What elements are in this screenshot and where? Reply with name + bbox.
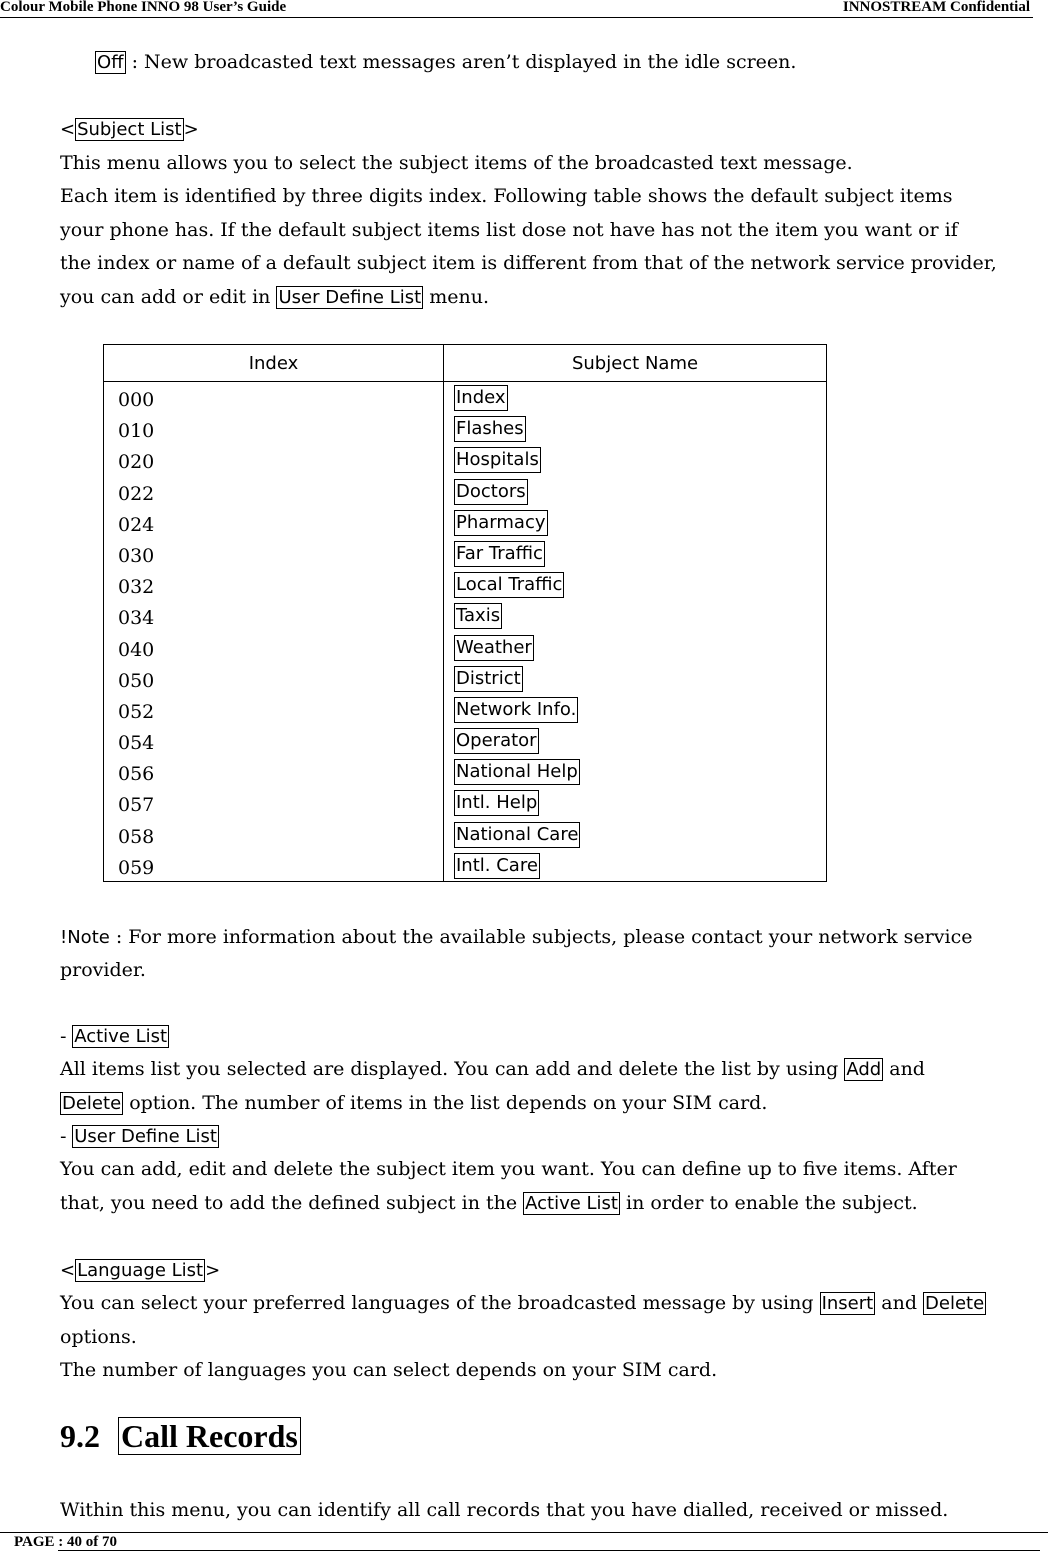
table-subject-cell: Taxis [454,603,502,629]
table-subject-cell: Local Traffic [454,572,564,598]
table-header-divider [104,381,826,382]
table-index-cell: 040 [118,638,155,661]
user-define-heading: - User Define List [60,1126,217,1147]
table-index-cell: 032 [118,576,155,599]
off-option-text: : New broadcasted text messages aren’t displayed in the idle screen. [125,51,797,73]
subject-list-paragraph-5: you can add or edit in User Define List menu. [60,286,489,308]
table-subject-cell: Pharmacy [454,510,548,536]
table-subject-cell: Hospitals [454,447,541,473]
active-list-text-1: All items list you selected are displayed. You can add and delete the list by using Add and [60,1058,925,1080]
subject-list-paragraph-3: your phone has. If the default subject items list dose not have has not the item you want or if [60,219,958,241]
header-rule [0,17,1033,18]
index-column [118,387,154,886]
table-index-cell: 030 [118,544,155,567]
table-index-cell: 010 [118,420,155,443]
table-subject-cell: Operator [454,728,539,754]
delete-option-ref: Delete [62,1093,122,1114]
subject-table [103,344,827,882]
table-subject-cell: Index [454,385,508,411]
table-index-cell: 050 [118,669,155,692]
table-header-subject-name: Subject Name [571,353,699,374]
footer-rule [0,1532,1048,1533]
insert-option-ref: Insert [821,1293,874,1314]
note-line-1: !Note : For more information about the available subjects, please contact your network service [60,926,973,948]
table-index-cell: 000 [118,389,155,411]
off-option-line [95,51,796,74]
note-line-2: provider. [60,959,146,981]
user-define-title: User Define List [74,1126,217,1147]
active-list-ref: Active List [525,1193,618,1214]
subject-list-paragraph-2: Each item is identified by three digits index. Following table shows the default subject items [60,185,953,207]
header-guide-title: Colour Mobile Phone INNO 98 User’s Guide [0,0,287,15]
table-index-cell: 022 [118,482,155,505]
user-define-text-1: You can add, edit and delete the subject item you want. You can define up to five items. After [60,1158,957,1180]
header-confidential: INNOSTREAM Confidential [842,0,1030,15]
section-number: 9.2 [60,1418,100,1454]
table-index-cell: 059 [118,856,155,879]
table-subject-cell: Flashes [454,416,526,442]
table-index-cell: 054 [118,732,155,755]
table-index-cell: 052 [118,700,155,723]
table-column-divider [443,345,444,881]
table-subject-cell: National Help [454,759,580,785]
language-list-text-2: options. [60,1326,137,1348]
off-option-label: Off [97,52,124,73]
table-index-cell: 020 [118,451,155,474]
table-subject-cell: Intl. Help [454,790,539,816]
active-list-heading: - Active List [60,1026,168,1047]
user-define-text-2: that, you need to add the defined subject in the Active List in order to enable the subject. [60,1192,918,1214]
section-title: Call Records [118,1417,301,1455]
page-number: PAGE : 40 of 70 [14,1534,118,1550]
table-subject-cell: Far Traffic [454,541,545,567]
table-index-cell: 024 [118,513,155,536]
table-subject-cell: National Care [454,822,580,848]
active-list-text-2: Delete option. The number of items in the list depends on your SIM card. [62,1092,768,1114]
subject-list-paragraph-1: This menu allows you to select the subject items of the broadcasted text message. [60,152,853,174]
table-subject-cell: Intl. Care [454,853,540,879]
note-label: !Note [60,927,110,948]
table-index-cell: 058 [118,825,155,848]
table-index-cell: 057 [118,794,155,817]
language-list-text-3: The number of languages you can select depends on your SIM card. [60,1359,718,1381]
language-list-heading: < Language List > [60,1260,221,1281]
table-index-cell: 034 [118,607,155,630]
table-header-index: Index [248,353,299,374]
section-intro-text: Within this menu, you can identify all call records that you have dialled, received or missed. [60,1499,949,1521]
section-heading [60,1416,301,1456]
user-define-list-ref: User Define List [278,287,422,308]
table-subject-cell: District [454,666,523,692]
table-subject-cell: Weather [454,635,534,661]
subject-list-heading: < Subject List > [60,119,199,140]
table-index-cell: 056 [118,763,155,786]
active-list-title: Active List [74,1026,168,1047]
table-subject-cell: Network Info. [454,697,578,723]
subject-list-paragraph-4: the index or name of a default subject item is different from that of the network service provider, [60,252,997,274]
language-list-text-1: You can select your preferred languages of the broadcasted message by using Insert and Delete [60,1292,985,1314]
table-subject-cell: Doctors [454,479,528,505]
add-option-ref: Add [846,1059,882,1080]
subject-name-column [454,385,580,884]
delete-option-ref: Delete [925,1293,985,1314]
subject-list-title: Subject List [77,119,182,140]
language-list-title: Language List [77,1260,204,1281]
